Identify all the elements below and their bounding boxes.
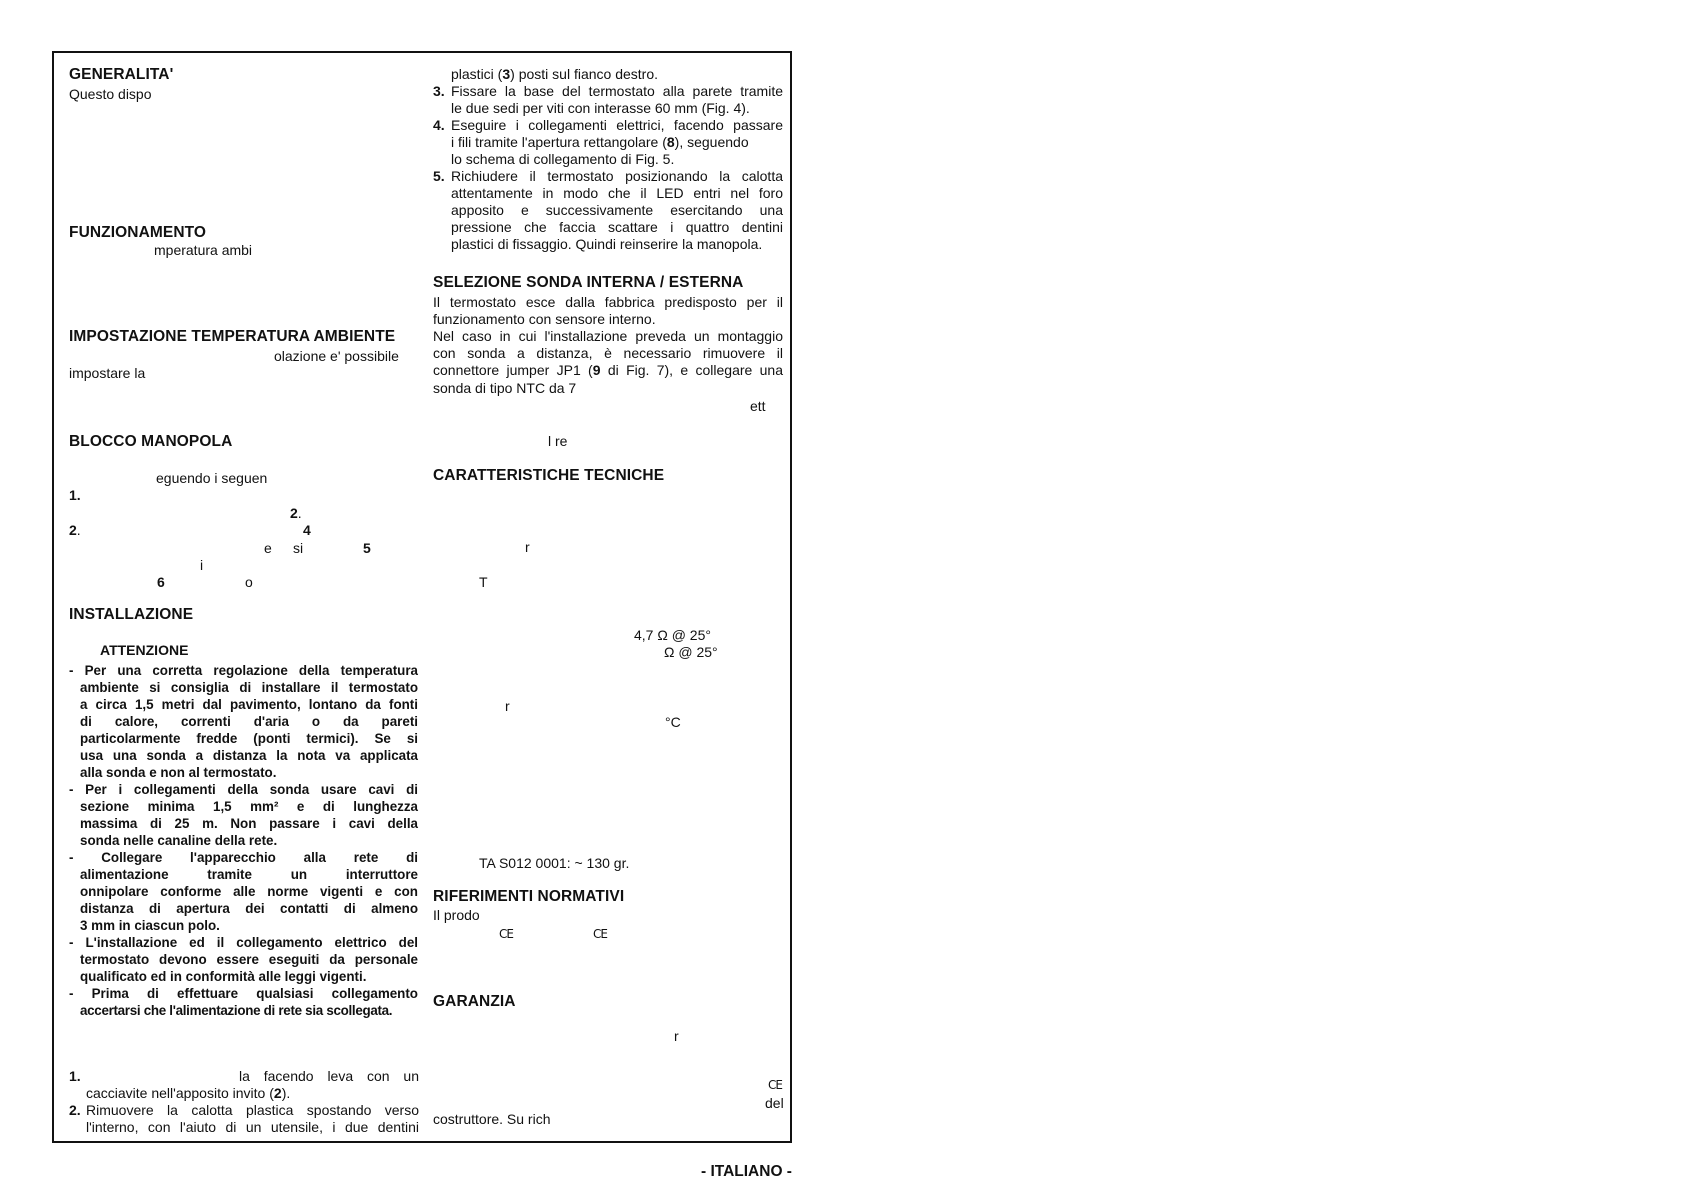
garanzia-heading: GARANZIA xyxy=(433,993,516,1010)
warning-item xyxy=(69,781,418,849)
warning-item xyxy=(69,934,418,985)
install-step-2-text-a: Rimuovere la calotta plastica spostando verso xyxy=(86,1102,419,1118)
sonda-text-3: Nel caso in cui l'installazione preveda un montaggio xyxy=(433,328,783,344)
step-4-text-b: i fili tramite l'apertura rettangolare ( xyxy=(451,134,667,150)
blocco-dot-2: . xyxy=(76,522,81,538)
funzionamento-text: mperatura ambi xyxy=(154,242,253,258)
warning-line: - L'installazione ed il collegamento elettrico del xyxy=(69,935,418,950)
warning-line: massima di 25 m. Non passare i cavi della xyxy=(80,816,418,831)
blocco-fig-2: 2 xyxy=(290,505,298,521)
sonda-fig-9: 9 xyxy=(592,362,601,378)
funzionamento-heading: FUNZIONAMENTO xyxy=(69,224,207,241)
warning-line: - Prima di effettuare qualsiasi collegamento xyxy=(69,986,418,1001)
blocco-step-1-number: 1. xyxy=(69,487,81,503)
sonda-text-4: con sonda a distanza, è necessario rimuovere il xyxy=(433,345,783,361)
warning-line: alla sonda e non al termostato. xyxy=(80,765,277,780)
impostazione-heading: IMPOSTAZIONE TEMPERATURA AMBIENTE xyxy=(69,328,396,345)
caratt-frag-r: r xyxy=(525,539,530,555)
step-3-number: 3. xyxy=(433,83,445,99)
blocco-step-2-number: 2 xyxy=(69,522,77,538)
caratt-ohm-1: 4,7 Ω @ 25° xyxy=(634,627,711,643)
garanzia-text-last: costruttore. Su rich xyxy=(433,1111,551,1127)
caratt-peso: TA S012 0001: ~ 130 gr. xyxy=(479,855,630,871)
install-step-1-text-a: la facendo leva con un xyxy=(239,1068,419,1084)
warning-line: 3 mm in ciascun polo. xyxy=(80,918,220,933)
install-step-1-fig: 2 xyxy=(273,1085,282,1101)
warning-line: accertarsi che l'alimentazione di rete sia scollegata. xyxy=(80,1003,393,1018)
warning-line: qualificato ed in conformità alle leggi vigenti. xyxy=(80,969,367,984)
ce-mark: CE xyxy=(593,927,607,941)
warning-line: usa una sonda a distanza la nota va applicata xyxy=(80,748,418,763)
step-3-text-b: le due sedi per viti con interasse 60 mm (Fig. 4). xyxy=(451,100,750,116)
warnings-list xyxy=(69,662,418,1019)
blocco-fig-5: 5 xyxy=(363,540,371,556)
warning-line: particolarmente fredde (ponti termici). Se si xyxy=(80,731,418,746)
sonda-heading: SELEZIONE SONDA INTERNA / ESTERNA xyxy=(433,274,744,291)
blocco-heading: BLOCCO MANOPOLA xyxy=(69,433,233,450)
caratt-degree: °C xyxy=(665,714,681,730)
warning-item xyxy=(69,985,418,1019)
step-5-text-e: plastici di fissaggio. Quindi reinserire la manopola. xyxy=(451,236,763,252)
sonda-text-5: connettore jumper JP1 ( xyxy=(433,362,593,378)
blocco-frag-i: i xyxy=(200,557,204,573)
attenzione-heading: ATTENZIONE xyxy=(100,642,189,658)
step-5-text-b: attentamente in modo che il LED entri nel foro xyxy=(451,185,783,201)
caratt-frag-T: T xyxy=(479,574,488,590)
sonda-text-5-end: di Fig. 7), e collegare una xyxy=(600,362,783,378)
installazione-heading: INSTALLAZIONE xyxy=(69,606,194,623)
sonda-text-2: funzionamento con sensore interno. xyxy=(433,311,656,327)
install-step-2-text-b: l'interno, con l'aiuto di un utensile, i due dentini xyxy=(86,1119,419,1135)
impostazione-text-1: olazione e' possibile xyxy=(274,348,399,364)
language-footer: - ITALIANO - xyxy=(701,1163,792,1180)
blocco-fig-4: 4 xyxy=(303,522,311,538)
warning-line: - Collegare l'apparecchio alla rete di xyxy=(69,850,418,865)
blocco-frag-si: si xyxy=(293,540,304,556)
blocco-frag-o: o xyxy=(245,574,253,590)
step-5-text-a: Richiudere il termostato posizionando la calotta xyxy=(451,168,783,184)
step-5-text-d: pressione che faccia scattare i quattro dentini xyxy=(451,219,783,235)
caratteristiche-heading: CARATTERISTICHE TECNICHE xyxy=(433,467,665,484)
step-4-text-b-end: ), seguendo xyxy=(674,134,749,150)
garanzia-frag-del: del xyxy=(765,1095,784,1111)
install-step-1-text-b: cacciavite nell'apposito invito ( xyxy=(86,1085,274,1101)
riferimenti-text: Il prodo xyxy=(433,907,480,923)
warning-line: sonda nelle canaline della rete. xyxy=(80,833,278,848)
sonda-frag-lre: l re xyxy=(548,433,568,449)
warning-line: - Per i collegamenti della sonda usare cavi di xyxy=(69,782,418,797)
warning-line: a circa 1,5 metri dal pavimento, lontano da fonti xyxy=(80,697,418,712)
generalita-heading: GENERALITA' xyxy=(69,66,174,83)
step-3-text-a: Fissare la base del termostato alla parete tramite xyxy=(451,83,783,99)
caratt-ohm-2: Ω @ 25° xyxy=(664,644,718,660)
warning-line: distanza di apertura dei contatti di almeno xyxy=(80,901,418,916)
sonda-frag-ett: ett xyxy=(750,398,766,414)
warning-line: onnipolare conforme alle norme vigenti e con xyxy=(80,884,418,899)
warning-item xyxy=(69,662,418,781)
warning-line: sezione minima 1,5 mm² e di lunghezza xyxy=(80,799,418,814)
generalita-text: Questo dispo xyxy=(69,86,152,102)
blocco-frag-e: e xyxy=(264,540,272,556)
blocco-dot: . xyxy=(297,505,302,521)
step-4-number: 4. xyxy=(433,117,445,133)
warning-line: - Per una corretta regolazione della temperatura xyxy=(69,663,418,678)
riferimenti-heading: RIFERIMENTI NORMATIVI xyxy=(433,888,625,905)
caratt-frag-r2: r xyxy=(505,698,510,714)
step-4-text-a: Eseguire i collegamenti elettrici, facendo passare xyxy=(451,117,783,133)
blocco-fig-6: 6 xyxy=(157,574,165,590)
step-4-text-c: lo schema di collegamento di Fig. 5. xyxy=(451,151,675,167)
step-4-fig-8: 8 xyxy=(666,134,675,150)
r-text: plastici ( xyxy=(451,66,503,82)
install-step-1-number: 1. xyxy=(69,1068,81,1084)
ce-mark: CE xyxy=(499,927,513,941)
install-step-2-number: 2. xyxy=(69,1102,81,1118)
blocco-text: eguendo i seguen xyxy=(156,470,268,486)
sonda-text-6: sonda di tipo NTC da 7 xyxy=(433,380,577,396)
warning-line: ambiente si consiglia di installare il termostato xyxy=(80,680,418,695)
step-5-text-c: apposito e successivamente esercitando una xyxy=(451,202,783,218)
sonda-text-1: Il termostato esce dalla fabbrica predisposto per il xyxy=(433,294,783,310)
warning-line: alimentazione tramite un interruttore xyxy=(80,867,418,882)
install-step-1-end: ). xyxy=(281,1085,291,1101)
warning-line: di calore, correnti d'aria o da pareti xyxy=(80,714,418,729)
warning-line: termostato devono essere eseguiti da personale xyxy=(80,952,418,967)
impostazione-text-2: impostare la xyxy=(69,365,146,381)
warning-item xyxy=(69,849,418,934)
r-text: ) posti sul fianco destro. xyxy=(510,66,659,82)
ce-mark: CE xyxy=(768,1078,782,1092)
r-fig-3: 3 xyxy=(502,66,511,82)
garanzia-frag-r: r xyxy=(674,1028,679,1044)
step-5-number: 5. xyxy=(433,168,445,184)
